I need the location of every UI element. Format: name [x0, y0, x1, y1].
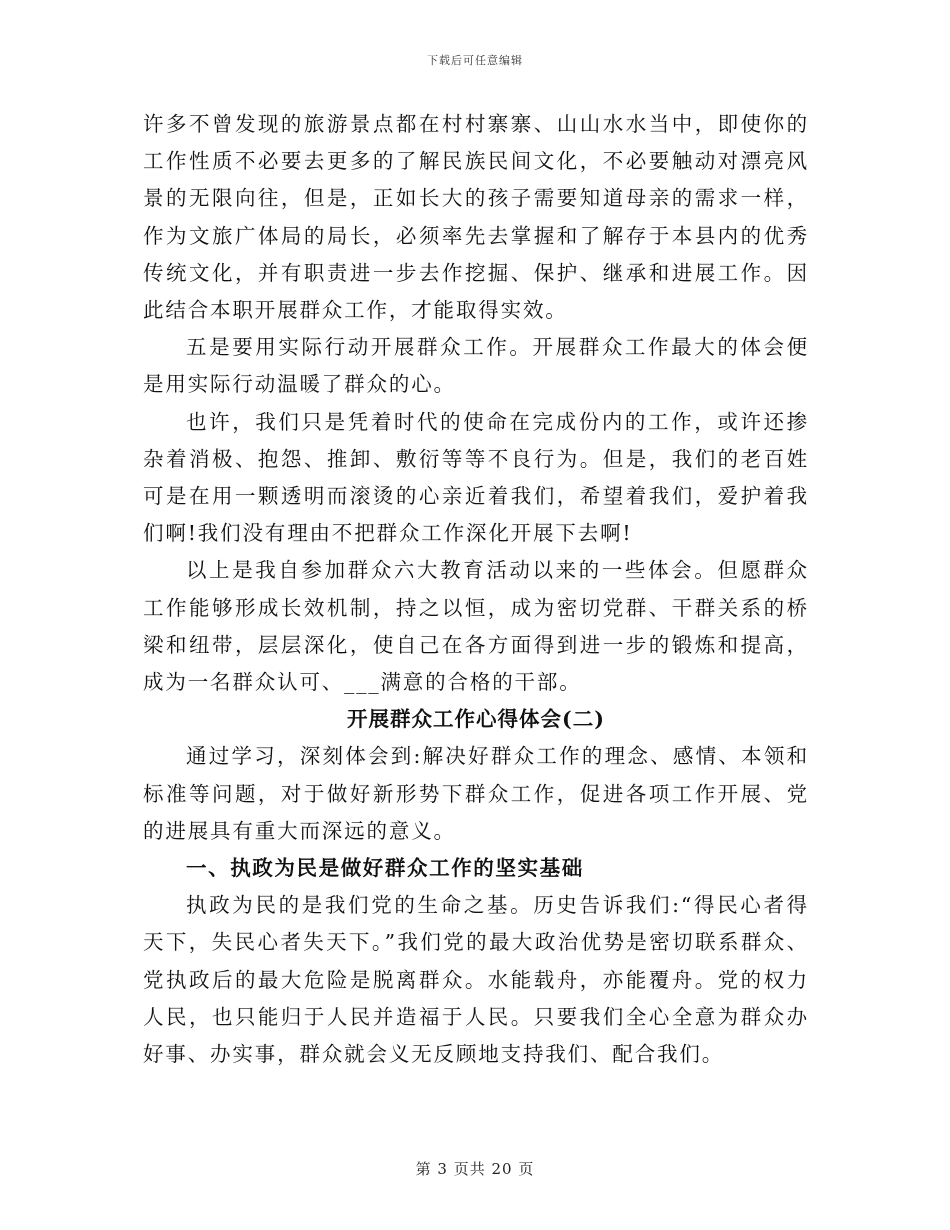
- paragraph-3: 也许，我们只是凭着时代的使命在完成份内的工作，或许还掺杂着消极、抱怨、推卸、敷衍等等不良行为。但是，我们的老百姓可是在用一颗透明而滚烫的心亲近着我们，希望着我们，爱护着我们啊!我们没有理由不把群众工作深化开展下去啊!: [143, 409, 809, 546]
- paragraph-2: 五是要用实际行动开展群众工作。开展群众工作最大的体会便是用实际行动温暖了群众的心。: [143, 335, 809, 397]
- page-header: 下载后可任意编辑: [427, 54, 523, 67]
- page-footer: 第 3 页共 20 页: [415, 1160, 535, 1178]
- section-title: 开展群众工作心得体会(二): [347, 707, 605, 732]
- paragraph-6: 执政为民的是我们党的生命之基。历史告诉我们:“得民心者得天下，失民心者失天下。”我们党的最大政治优势是密切联系群众、党执政后的最大危险是脱离群众。水能载舟，亦能覆舟。党的权力人民，也只能归于人民并造福于人民。只要我们全心全意为群众办好事、办实事，群众就会义无反顾地支持我们、配合我们。: [143, 893, 809, 1067]
- document-body: [143, 106, 809, 1073]
- paragraph-4: 以上是我自参加群众六大教育活动以来的一些体会。但愿群众工作能够形成长效机制，持之以恒，成为密切党群、干群关系的桥梁和纽带，层层深化，使自己在各方面得到进一步的锻炼和提高，成为一名群众认可、___满意的合格的干部。: [143, 558, 809, 695]
- paragraph-1: 许多不曾发现的旅游景点都在村村寨寨、山山水水当中，即使你的工作性质不必要去更多的了解民族民间文化，不必要触动对漂亮风景的无限向往，但是，正如长大的孩子需要知道母亲的需求一样，作为文旅广体局的局长，必须率先去掌握和了解存于本县内的优秀传统文化，并有职责进一步去作挖掘、保护、继承和进展工作。因此结合本职开展群众工作，才能取得实效。: [143, 112, 809, 323]
- paragraph-5: 通过学习，深刻体会到:解决好群众工作的理念、感情、本领和标准等问题，对于做好新形势下群众工作，促进各项工作开展、党的进展具有重大而深远的意义。: [143, 744, 809, 843]
- subheading-1: 一、执政为民是做好群众工作的坚实基础: [186, 856, 584, 881]
